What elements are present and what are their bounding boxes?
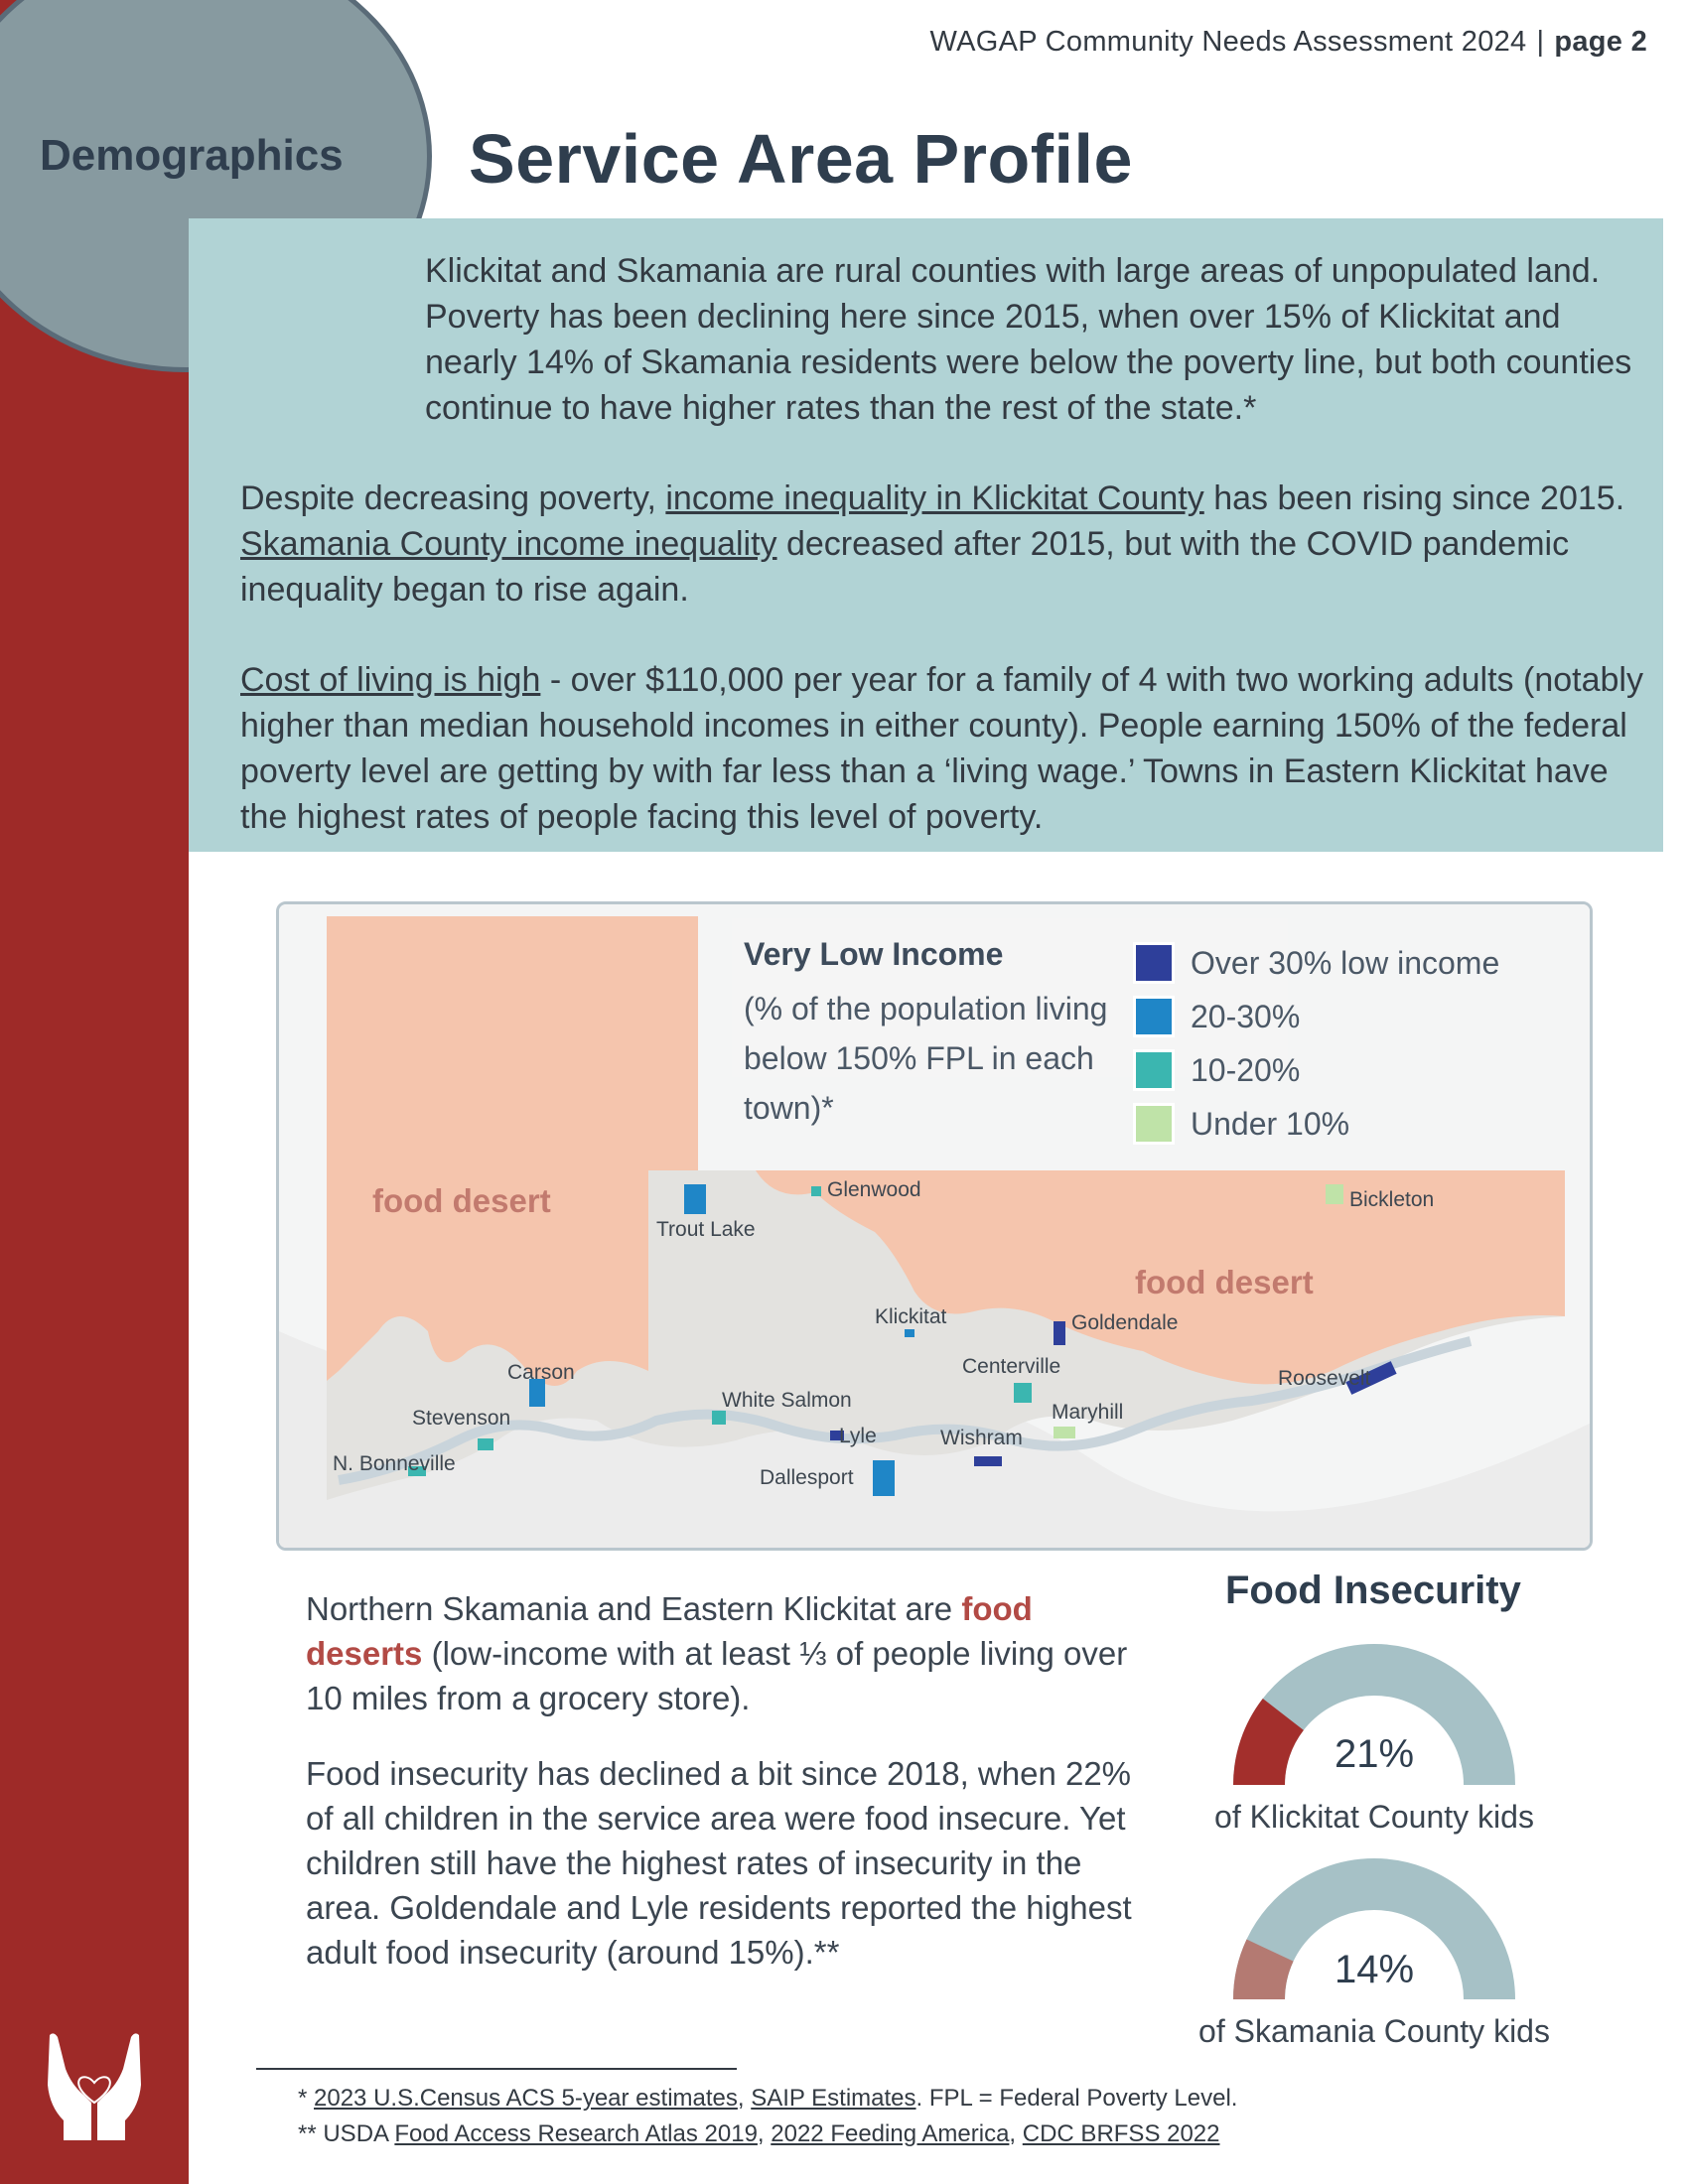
town-marker-goldendale [1054, 1321, 1065, 1345]
legend-item [1133, 990, 1499, 1043]
census-acs-link[interactable]: 2023 U.S.Census ACS 5-year estimates [314, 2085, 738, 2112]
gauge-fill [1259, 1951, 1270, 1999]
town-marker-white-salmon [712, 1411, 726, 1425]
legend-label: Under 10% [1191, 1105, 1350, 1142]
town-marker-wishram [974, 1456, 1002, 1466]
legend-item [1133, 1043, 1499, 1097]
footnote-1-suffix: . FPL = Federal Poverty Level. [915, 2085, 1238, 2112]
map-label-goldendale: Goldendale [1071, 1311, 1179, 1334]
map-label-stevenson: Stevenson [412, 1407, 511, 1430]
skamania-inequality-link[interactable]: Skamania County income inequality [240, 525, 777, 563]
legend-label: Over 30% low income [1191, 944, 1500, 981]
footnote-1-prefix: * [298, 2085, 315, 2112]
food-desert-text-b: (low-income with at least ⅓ of people living over 10 miles from a grocery store). [306, 1635, 1128, 1716]
cost-of-living-link[interactable]: Cost of living is high [240, 661, 541, 699]
map-label-bickleton: Bickleton [1349, 1188, 1435, 1211]
gauge-caption-skamania: of Skamania County kids [1198, 2013, 1550, 2049]
report-title: WAGAP Community Needs Assessment 2024 [929, 26, 1527, 58]
food-desert-label-west: food desert [372, 1182, 551, 1219]
intro-paragraph-3 [240, 657, 1650, 840]
footnote-2 [298, 2120, 1220, 2148]
map-label-dallesport: Dallesport [760, 1466, 854, 1489]
intro-p3-text: - over $110,000 per year for a family of 4 with two working adults (notably higher than median household incomes in either county). People earning 150% of the federal poverty level are getting by with far less than a ‘living wage.’ Towns in Eastern Klickitat have the highest rates of people facing this level of poverty. [240, 661, 1643, 836]
food-desert-paragraph [306, 1586, 1150, 1720]
food-desert-label-east: food desert [1135, 1264, 1314, 1300]
map-label-maryhill: Maryhill [1052, 1401, 1124, 1424]
map-label-klickitat: Klickitat [875, 1305, 947, 1328]
map-label-lyle: Lyle [839, 1425, 877, 1447]
legend-label: 20-30% [1191, 998, 1301, 1034]
hands-heart-icon [40, 2025, 149, 2144]
intro-p2-text-a: Despite decreasing poverty, [240, 479, 666, 517]
footnote-1 [298, 2085, 1237, 2113]
gauge-caption-klickitat: of Klickitat County kids [1214, 1799, 1534, 1835]
header-separator: | [1536, 26, 1545, 58]
gauge-value-skamania: 14% [1334, 1948, 1415, 1991]
map-label-white-salmon: White Salmon [722, 1389, 852, 1412]
legend-item [1133, 936, 1499, 990]
footnote-1-mid: , [737, 2085, 752, 2112]
legend-item [1133, 1097, 1499, 1151]
town-marker-glenwood [811, 1186, 821, 1196]
town-marker-klickitat [905, 1329, 914, 1337]
page-number: page 2 [1554, 26, 1647, 58]
page-header [929, 26, 1647, 59]
legend-swatch [1133, 996, 1175, 1037]
feeding-america-link[interactable]: 2022 Feeding America [771, 2120, 1010, 2147]
legend-swatch [1133, 1049, 1175, 1091]
intro-p2-text-c: decreased after 2015, but with the COVID pandemic inequality began to rise again. [240, 525, 1570, 609]
map-label-trout-lake: Trout Lake [656, 1218, 756, 1241]
food-insecurity-paragraph: Food insecurity has declined a bit since 2018, when 22% of all children in the service area were food insecure. Yet children still have the highest rates of insecurity in the area. Goldendale and Lyle residents reported the highest adult food insecurity (around 15%).** [306, 1755, 1132, 1971]
footnote-divider [256, 2068, 737, 2070]
cdc-brfss-link[interactable]: CDC BRFSS 2022 [1022, 2120, 1220, 2147]
saip-link[interactable]: SAIP Estimates [751, 2085, 916, 2112]
footnote-2-sep-2: , [1009, 2120, 1023, 2147]
map-label-carson: Carson [507, 1361, 575, 1384]
intro-p2-text-b: has been rising since 2015. [1203, 479, 1625, 517]
gauge-value-klickitat: 21% [1334, 1732, 1415, 1776]
town-marker-stevenson [478, 1438, 493, 1450]
town-marker-dallesport [873, 1460, 895, 1496]
footnote-2-sep-1: , [757, 2120, 772, 2147]
town-marker-centerville [1014, 1383, 1032, 1403]
map-label-n-bonneville: N. Bonneville [333, 1452, 456, 1475]
footnote-2-prefix: ** USDA [298, 2120, 395, 2147]
gauge-fill [1259, 1714, 1283, 1785]
page-title: Service Area Profile [469, 120, 1133, 198]
food-desert-text-a: Northern Skamania and Eastern Klickitat are [306, 1590, 962, 1627]
town-marker-maryhill [1054, 1427, 1075, 1438]
map-label-roosevelt: Roosevelt [1278, 1367, 1371, 1390]
legend-swatch [1133, 942, 1175, 984]
section-label: Demographics [40, 131, 344, 180]
map-legend-title: Very Low Income [744, 936, 1004, 972]
food-desert-accent: food deserts [306, 1590, 1033, 1672]
food-access-atlas-link[interactable]: Food Access Research Atlas 2019 [394, 2120, 758, 2147]
intro-paragraph-2 [240, 476, 1650, 613]
intro-paragraph-1: Klickitat and Skamania are rural counties with large areas of unpopulated land. Poverty has been declining here since 2015, when over 15% of Klickitat and nearly 14% of Skamania residents were below the poverty line, but both counties continue to have higher rates than the rest of the state.* [425, 252, 1632, 427]
map-legend [1133, 936, 1499, 1151]
legend-label: 10-20% [1191, 1051, 1301, 1088]
map-label-wishram: Wishram [940, 1427, 1023, 1449]
legend-swatch [1133, 1103, 1175, 1145]
map-label-glenwood: Glenwood [827, 1178, 921, 1201]
map-legend-subtitle: (% of the population living below 150% FPL in each town)* [744, 991, 1108, 1126]
map-label-centerville: Centerville [962, 1355, 1061, 1378]
food-insecurity-title: Food Insecurity [1225, 1569, 1521, 1612]
klickitat-inequality-link[interactable]: income inequality in Klickitat County [665, 479, 1204, 517]
town-marker-bickleton [1326, 1184, 1343, 1204]
food-desert-west [327, 916, 698, 1386]
town-marker-trout-lake [684, 1184, 706, 1214]
very-low-income-map [276, 901, 1593, 1551]
